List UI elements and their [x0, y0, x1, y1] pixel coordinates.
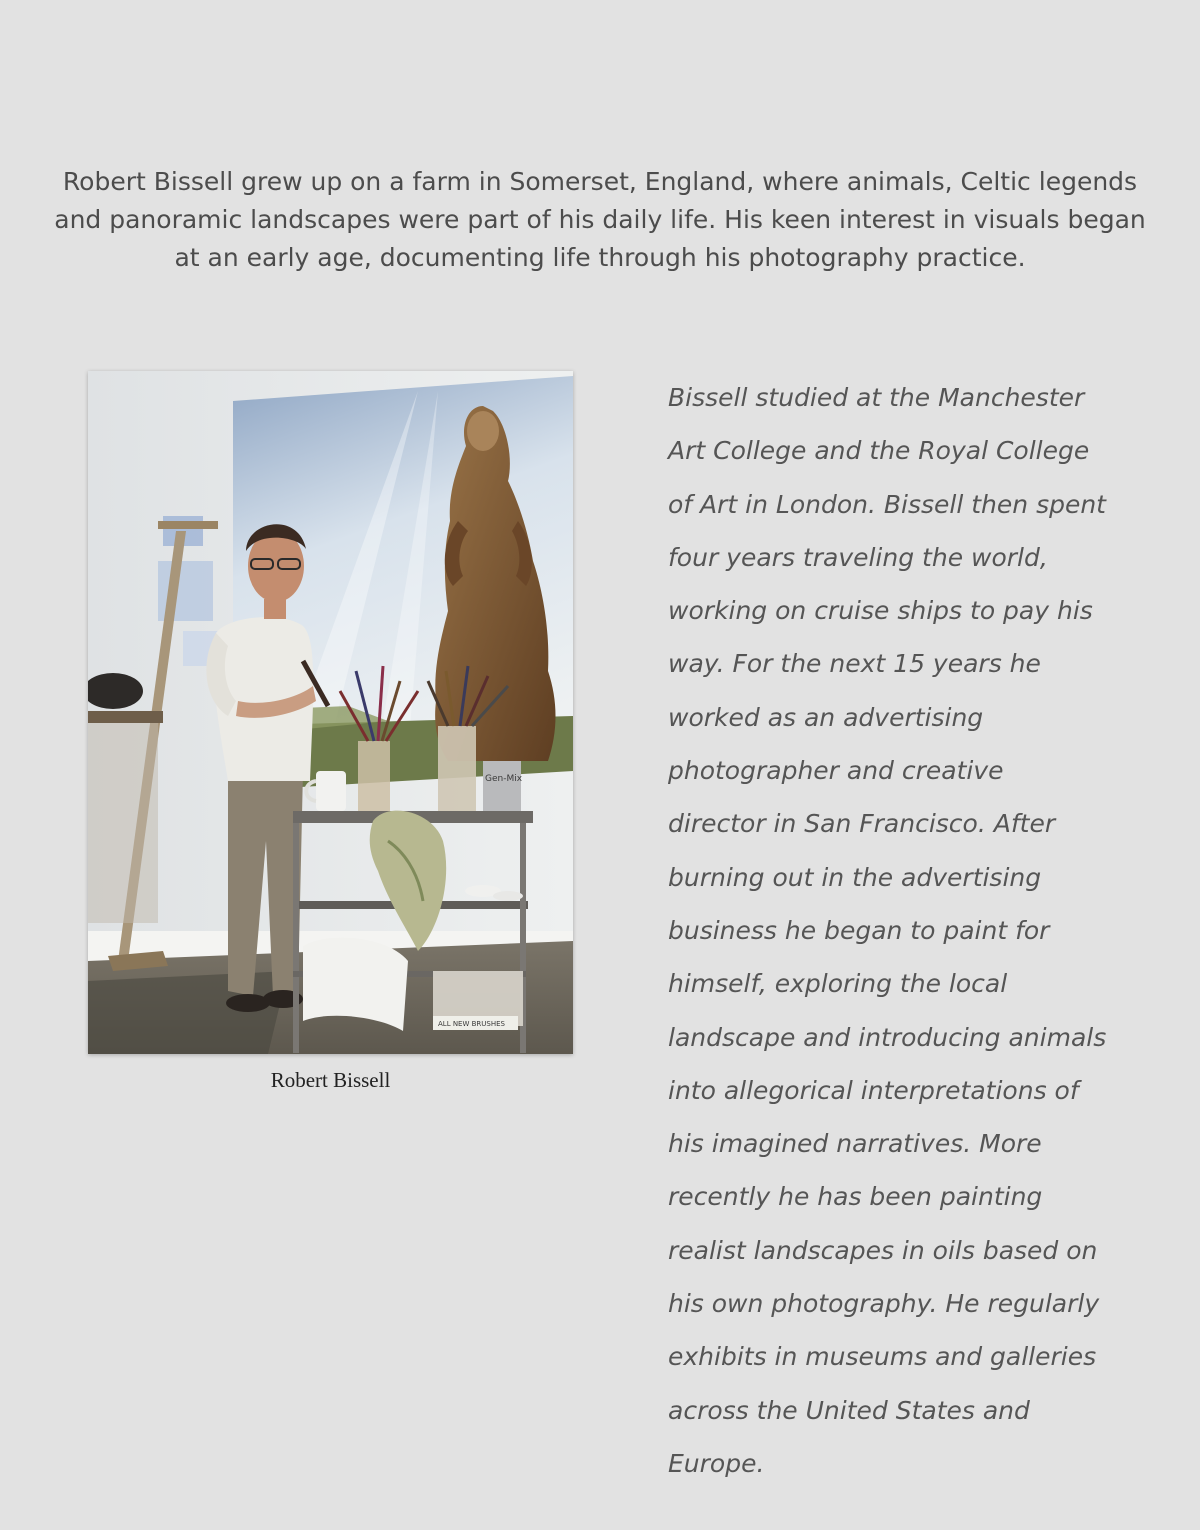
intro-paragraph: Robert Bissell grew up on a farm in Somerset, England, where animals, Celtic legends and panoramic landscapes were part of his daily life. His keen interest in visuals began at an early age, documenting life through his photography practice. — [54, 167, 1146, 272]
brush-jar-right — [438, 726, 476, 811]
svg-text:ALL NEW BRUSHES: ALL NEW BRUSHES — [438, 1020, 505, 1028]
studio-illustration — [88, 371, 573, 1054]
artist-photo-figure — [88, 371, 573, 1093]
artist-photo — [88, 371, 573, 1054]
brush-jar-left — [358, 741, 390, 811]
mug — [316, 771, 346, 811]
svg-text:Gen-Mix: Gen-Mix — [485, 774, 523, 784]
paint-can — [483, 761, 521, 811]
photo-caption: Robert Bissell — [270, 1068, 391, 1092]
bio-paragraph: Bissell studied at the Manchester Art College and the Royal College of Art in London. Bissell then spent four years traveling the world, working on cruise ships to pay his way. For the next 15 years he worked as an advertising photographer and creative director in San Francisco. After burning out in the advertising business he began to paint for himself, exploring the local landscape and introducing animals into allegorical interpretations of his imagined narratives. More recently he has been painting realist landscapes in oils based on his own photography. He regularly exhibits in museums and galleries across the United States and Europe. — [668, 383, 1107, 1478]
